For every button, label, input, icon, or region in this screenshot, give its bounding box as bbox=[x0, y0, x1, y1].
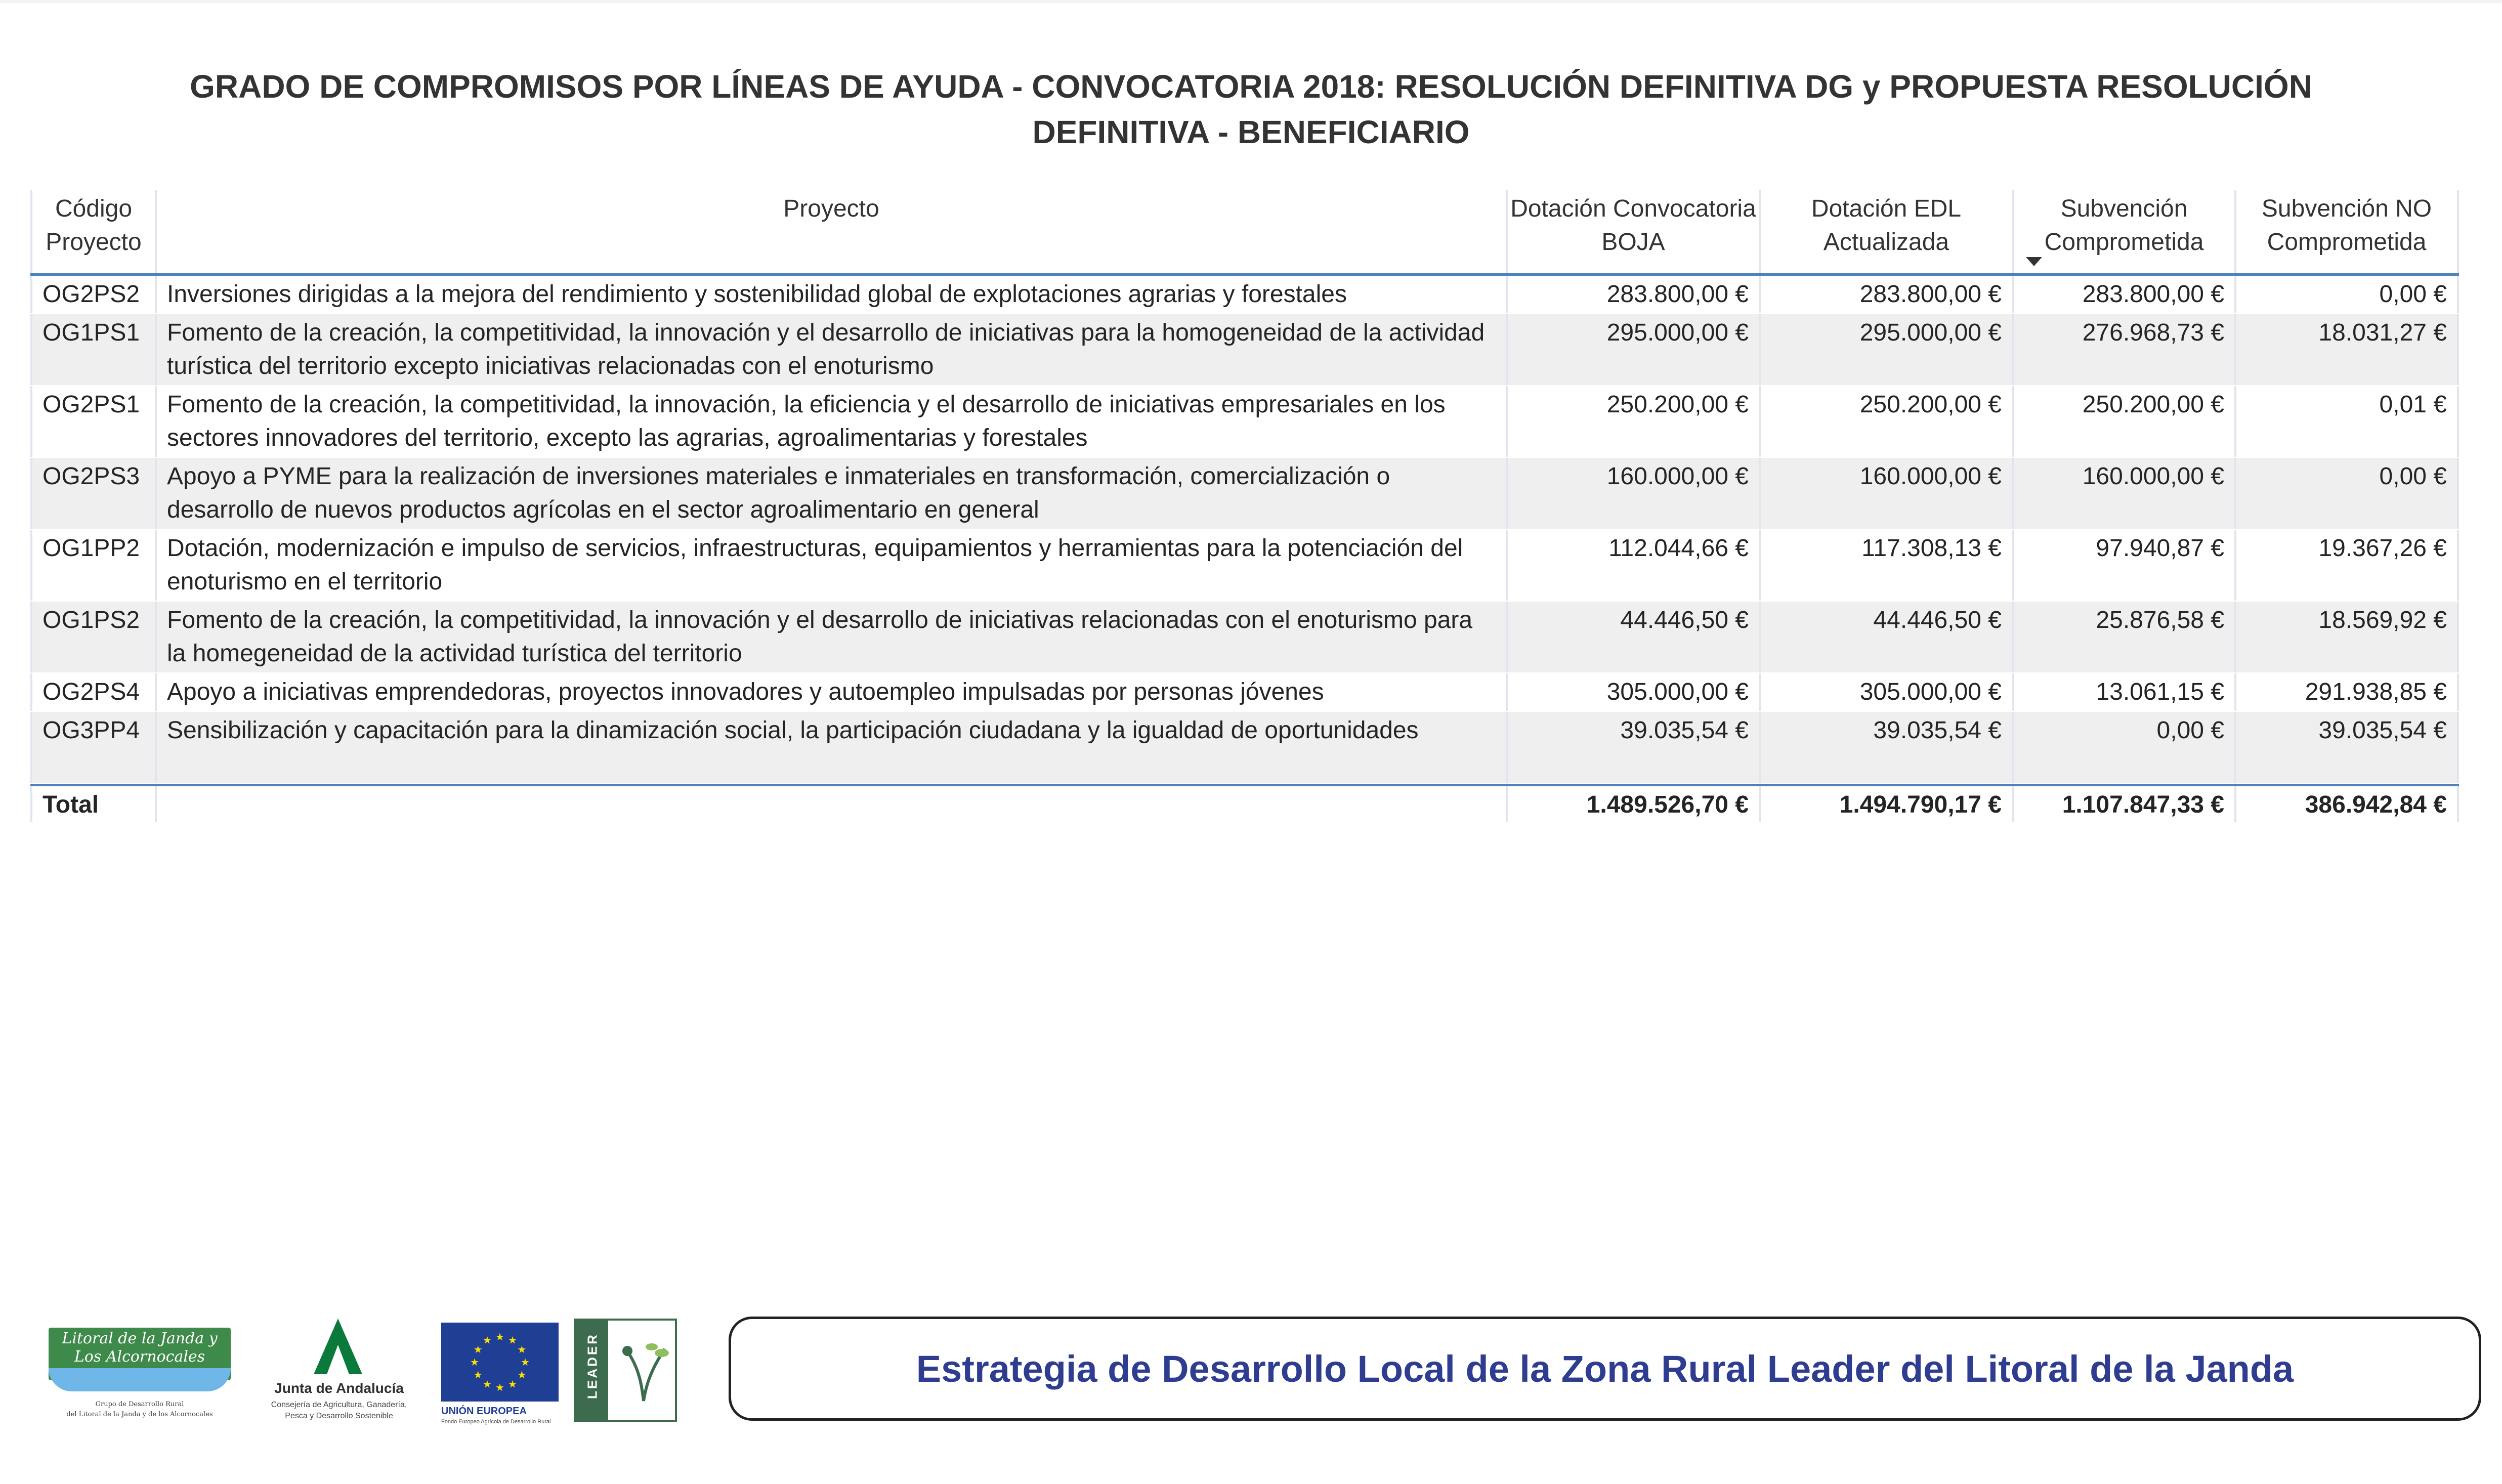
cell-codigo: OG1PS2 bbox=[30, 602, 157, 672]
column-header-proyecto[interactable]: Proyecto bbox=[157, 190, 1508, 273]
total-subvencion-comprometida: 1.107.847,33 € bbox=[2014, 786, 2236, 822]
cell-subvencion-no-comprometida: 0,01 € bbox=[2236, 386, 2459, 457]
table-row[interactable] bbox=[30, 602, 2459, 673]
eu-star-icon: ★ bbox=[495, 1332, 504, 1343]
table-row[interactable] bbox=[30, 314, 2459, 386]
cell-dotacion-boja: 44.446,50 € bbox=[1508, 602, 1761, 672]
junta-logo-name: Junta de Andalucía bbox=[274, 1380, 404, 1396]
cell-subvencion-no-comprometida: 18.569,92 € bbox=[2236, 602, 2459, 672]
cell-dotacion-edl: 250.200,00 € bbox=[1761, 386, 2014, 457]
cell-proyecto: Fomento de la creación, la competitividad, la innovación y el desarrollo de iniciativas para la homogeneidad de la actividad turística del territorio excepto iniciativas relacionadas con el enoturismo bbox=[157, 314, 1508, 385]
eu-flag-icon bbox=[441, 1323, 559, 1402]
total-label: Total bbox=[30, 786, 157, 822]
cell-dotacion-edl: 160.000,00 € bbox=[1761, 458, 2014, 529]
eu-star-icon: ★ bbox=[521, 1357, 530, 1368]
cell-dotacion-boja: 283.800,00 € bbox=[1508, 276, 1761, 313]
cell-dotacion-boja: 160.000,00 € bbox=[1508, 458, 1761, 529]
cell-subvencion-comprometida: 276.968,73 € bbox=[2014, 314, 2236, 385]
litoral-wave-icon bbox=[49, 1368, 231, 1391]
cell-codigo: OG1PS1 bbox=[30, 314, 157, 385]
eu-star-icon: ★ bbox=[517, 1344, 527, 1355]
leader-sprout-icon bbox=[618, 1338, 669, 1404]
cell-codigo: OG2PS3 bbox=[30, 458, 157, 529]
cell-codigo: OG3PP4 bbox=[30, 712, 157, 783]
cell-subvencion-no-comprometida: 0,00 € bbox=[2236, 276, 2459, 313]
table-row[interactable] bbox=[30, 530, 2459, 602]
cell-proyecto: Apoyo a iniciativas emprendedoras, proyectos innovadores y autoempleo impulsadas por personas jóvenes bbox=[157, 673, 1508, 711]
cell-subvencion-comprometida: 283.800,00 € bbox=[2014, 276, 2236, 313]
eu-star-icon: ★ bbox=[473, 1344, 483, 1355]
table-row[interactable] bbox=[30, 712, 2459, 784]
report-title bbox=[61, 64, 2441, 155]
eu-star-icon: ★ bbox=[473, 1370, 483, 1381]
eu-star-icon: ★ bbox=[483, 1379, 492, 1390]
cell-proyecto: Inversiones dirigidas a la mejora del rendimiento y sostenibilidad global de explotaciones agrarias y forestales bbox=[157, 276, 1508, 313]
cell-dotacion-edl: 305.000,00 € bbox=[1761, 673, 2014, 711]
litoral-logo-name: Litoral de la Janda y Los Alcornocales bbox=[62, 1330, 218, 1366]
eu-star-icon: ★ bbox=[495, 1382, 504, 1393]
table-header bbox=[30, 190, 2459, 276]
eu-logo-name: UNIÓN EUROPEA bbox=[441, 1406, 527, 1417]
table-row[interactable] bbox=[30, 458, 2459, 530]
cell-subvencion-no-comprometida: 291.938,85 € bbox=[2236, 673, 2459, 711]
cell-subvencion-comprometida: 0,00 € bbox=[2014, 712, 2236, 783]
cell-subvencion-no-comprometida: 18.031,27 € bbox=[2236, 314, 2459, 385]
litoral-janda-logo bbox=[49, 1319, 231, 1427]
eu-star-icon: ★ bbox=[508, 1335, 517, 1346]
total-subvencion-no-comprometida: 386.942,84 € bbox=[2236, 786, 2459, 822]
cell-dotacion-boja: 112.044,66 € bbox=[1508, 530, 1761, 601]
litoral-logo-subtitle: Grupo de Desarrollo Rural del Litoral de la Janda y de los Alcornocales bbox=[66, 1401, 213, 1418]
column-header-subvencion-comprometida[interactable]: Subvención Comprometida bbox=[2014, 190, 2236, 273]
cell-dotacion-boja: 305.000,00 € bbox=[1508, 673, 1761, 711]
eu-star-icon: ★ bbox=[517, 1370, 527, 1381]
table-row[interactable] bbox=[30, 673, 2459, 712]
cell-codigo: OG2PS2 bbox=[30, 276, 157, 313]
eu-star-icon: ★ bbox=[508, 1379, 517, 1390]
cell-proyecto: Dotación, modernización e impulso de servicios, infraestructuras, equipamientos y herramientas para la potenciación del enoturismo en el territorio bbox=[157, 530, 1508, 601]
column-header-dotacion-edl[interactable]: Dotación EDL Actualizada bbox=[1761, 190, 2014, 273]
cell-subvencion-no-comprometida: 19.367,26 € bbox=[2236, 530, 2459, 601]
column-header-subvencion-no-comprometida[interactable]: Subvención NO Comprometida bbox=[2236, 190, 2459, 273]
leader-logo bbox=[574, 1319, 677, 1422]
cell-proyecto: Fomento de la creación, la competitividad, la innovación, la eficiencia y el desarrollo de iniciativas empresariales en los sectores innovadores del territorio, excepto las agrarias, agroalimentarias y forestales bbox=[157, 386, 1508, 457]
table-row[interactable] bbox=[30, 386, 2459, 458]
cell-codigo: OG2PS4 bbox=[30, 673, 157, 711]
eu-star-icon: ★ bbox=[470, 1357, 479, 1368]
leader-logo-text: LEADER bbox=[584, 1333, 600, 1399]
cell-subvencion-comprometida: 25.876,58 € bbox=[2014, 602, 2236, 672]
eu-star-icon: ★ bbox=[483, 1335, 492, 1346]
cell-dotacion-edl: 283.800,00 € bbox=[1761, 276, 2014, 313]
total-dotacion-edl: 1.494.790,17 € bbox=[1761, 786, 2014, 822]
cell-dotacion-edl: 117.308,13 € bbox=[1761, 530, 2014, 601]
junta-logo-subtitle: Consejería de Agricultura, Ganadería, Pesca y Desarrollo Sostenible bbox=[271, 1401, 407, 1420]
strategy-text: Estrategia de Desarrollo Local de la Zona Rural Leader del Litoral de la Janda bbox=[916, 1347, 2294, 1390]
column-header-codigo[interactable]: Código Proyecto bbox=[30, 190, 157, 273]
cell-dotacion-edl: 39.035,54 € bbox=[1761, 712, 2014, 783]
cell-dotacion-boja: 39.035,54 € bbox=[1508, 712, 1761, 783]
cell-subvencion-no-comprometida: 39.035,54 € bbox=[2236, 712, 2459, 783]
cell-dotacion-boja: 295.000,00 € bbox=[1508, 314, 1761, 385]
cell-dotacion-boja: 250.200,00 € bbox=[1508, 386, 1761, 457]
column-header-dotacion-boja[interactable]: Dotación Convocatoria BOJA bbox=[1508, 190, 1761, 273]
cell-subvencion-comprometida: 160.000,00 € bbox=[2014, 458, 2236, 529]
cell-subvencion-comprometida: 97.940,87 € bbox=[2014, 530, 2236, 601]
cell-codigo: OG2PS1 bbox=[30, 386, 157, 457]
cell-dotacion-edl: 44.446,50 € bbox=[1761, 602, 2014, 672]
report-title-line-2: DEFINITIVA - BENEFICIARIO bbox=[1032, 114, 1470, 150]
eu-logo bbox=[441, 1319, 562, 1427]
eu-logo-subtitle: Fondo Europeo Agrícola de Desarrollo Rural bbox=[441, 1419, 551, 1425]
total-dotacion-boja: 1.489.526,70 € bbox=[1508, 786, 1761, 822]
report-title-line-1: GRADO DE COMPROMISOS POR LÍNEAS DE AYUDA - CONVOCATORIA 2018: RESOLUCIÓN DEFINITIVA DG y PROPUESTA RESOLUCIÓN bbox=[190, 68, 2312, 105]
table-row[interactable] bbox=[30, 276, 2459, 314]
total-proyecto-cell bbox=[157, 786, 1508, 822]
sort-descending-icon[interactable] bbox=[2026, 257, 2042, 266]
cell-codigo: OG1PP2 bbox=[30, 530, 157, 601]
strategy-banner bbox=[729, 1317, 2481, 1421]
cell-proyecto: Fomento de la creación, la competitividad, la innovación y el desarrollo de iniciativas relacionadas con el enoturismo para la homegeneidad de la actividad turística del territorio bbox=[157, 602, 1508, 672]
cell-proyecto: Apoyo a PYME para la realización de inversiones materiales e inmateriales en transformación, comercialización o desarrollo de nuevos productos agrícolas en el sector agroalimentario en general bbox=[157, 458, 1508, 529]
table-total-row bbox=[30, 784, 2459, 822]
junta-andalucia-logo bbox=[263, 1319, 415, 1427]
top-border bbox=[0, 0, 2502, 3]
cell-dotacion-edl: 295.000,00 € bbox=[1761, 314, 2014, 385]
cell-subvencion-comprometida: 250.200,00 € bbox=[2014, 386, 2236, 457]
cell-proyecto: Sensibilización y capacitación para la dinamización social, la participación ciudadana y la igualdad de oportunidades bbox=[157, 712, 1508, 783]
leader-band bbox=[576, 1321, 608, 1420]
cell-subvencion-no-comprometida: 0,00 € bbox=[2236, 458, 2459, 529]
cell-subvencion-comprometida: 13.061,15 € bbox=[2014, 673, 2236, 711]
